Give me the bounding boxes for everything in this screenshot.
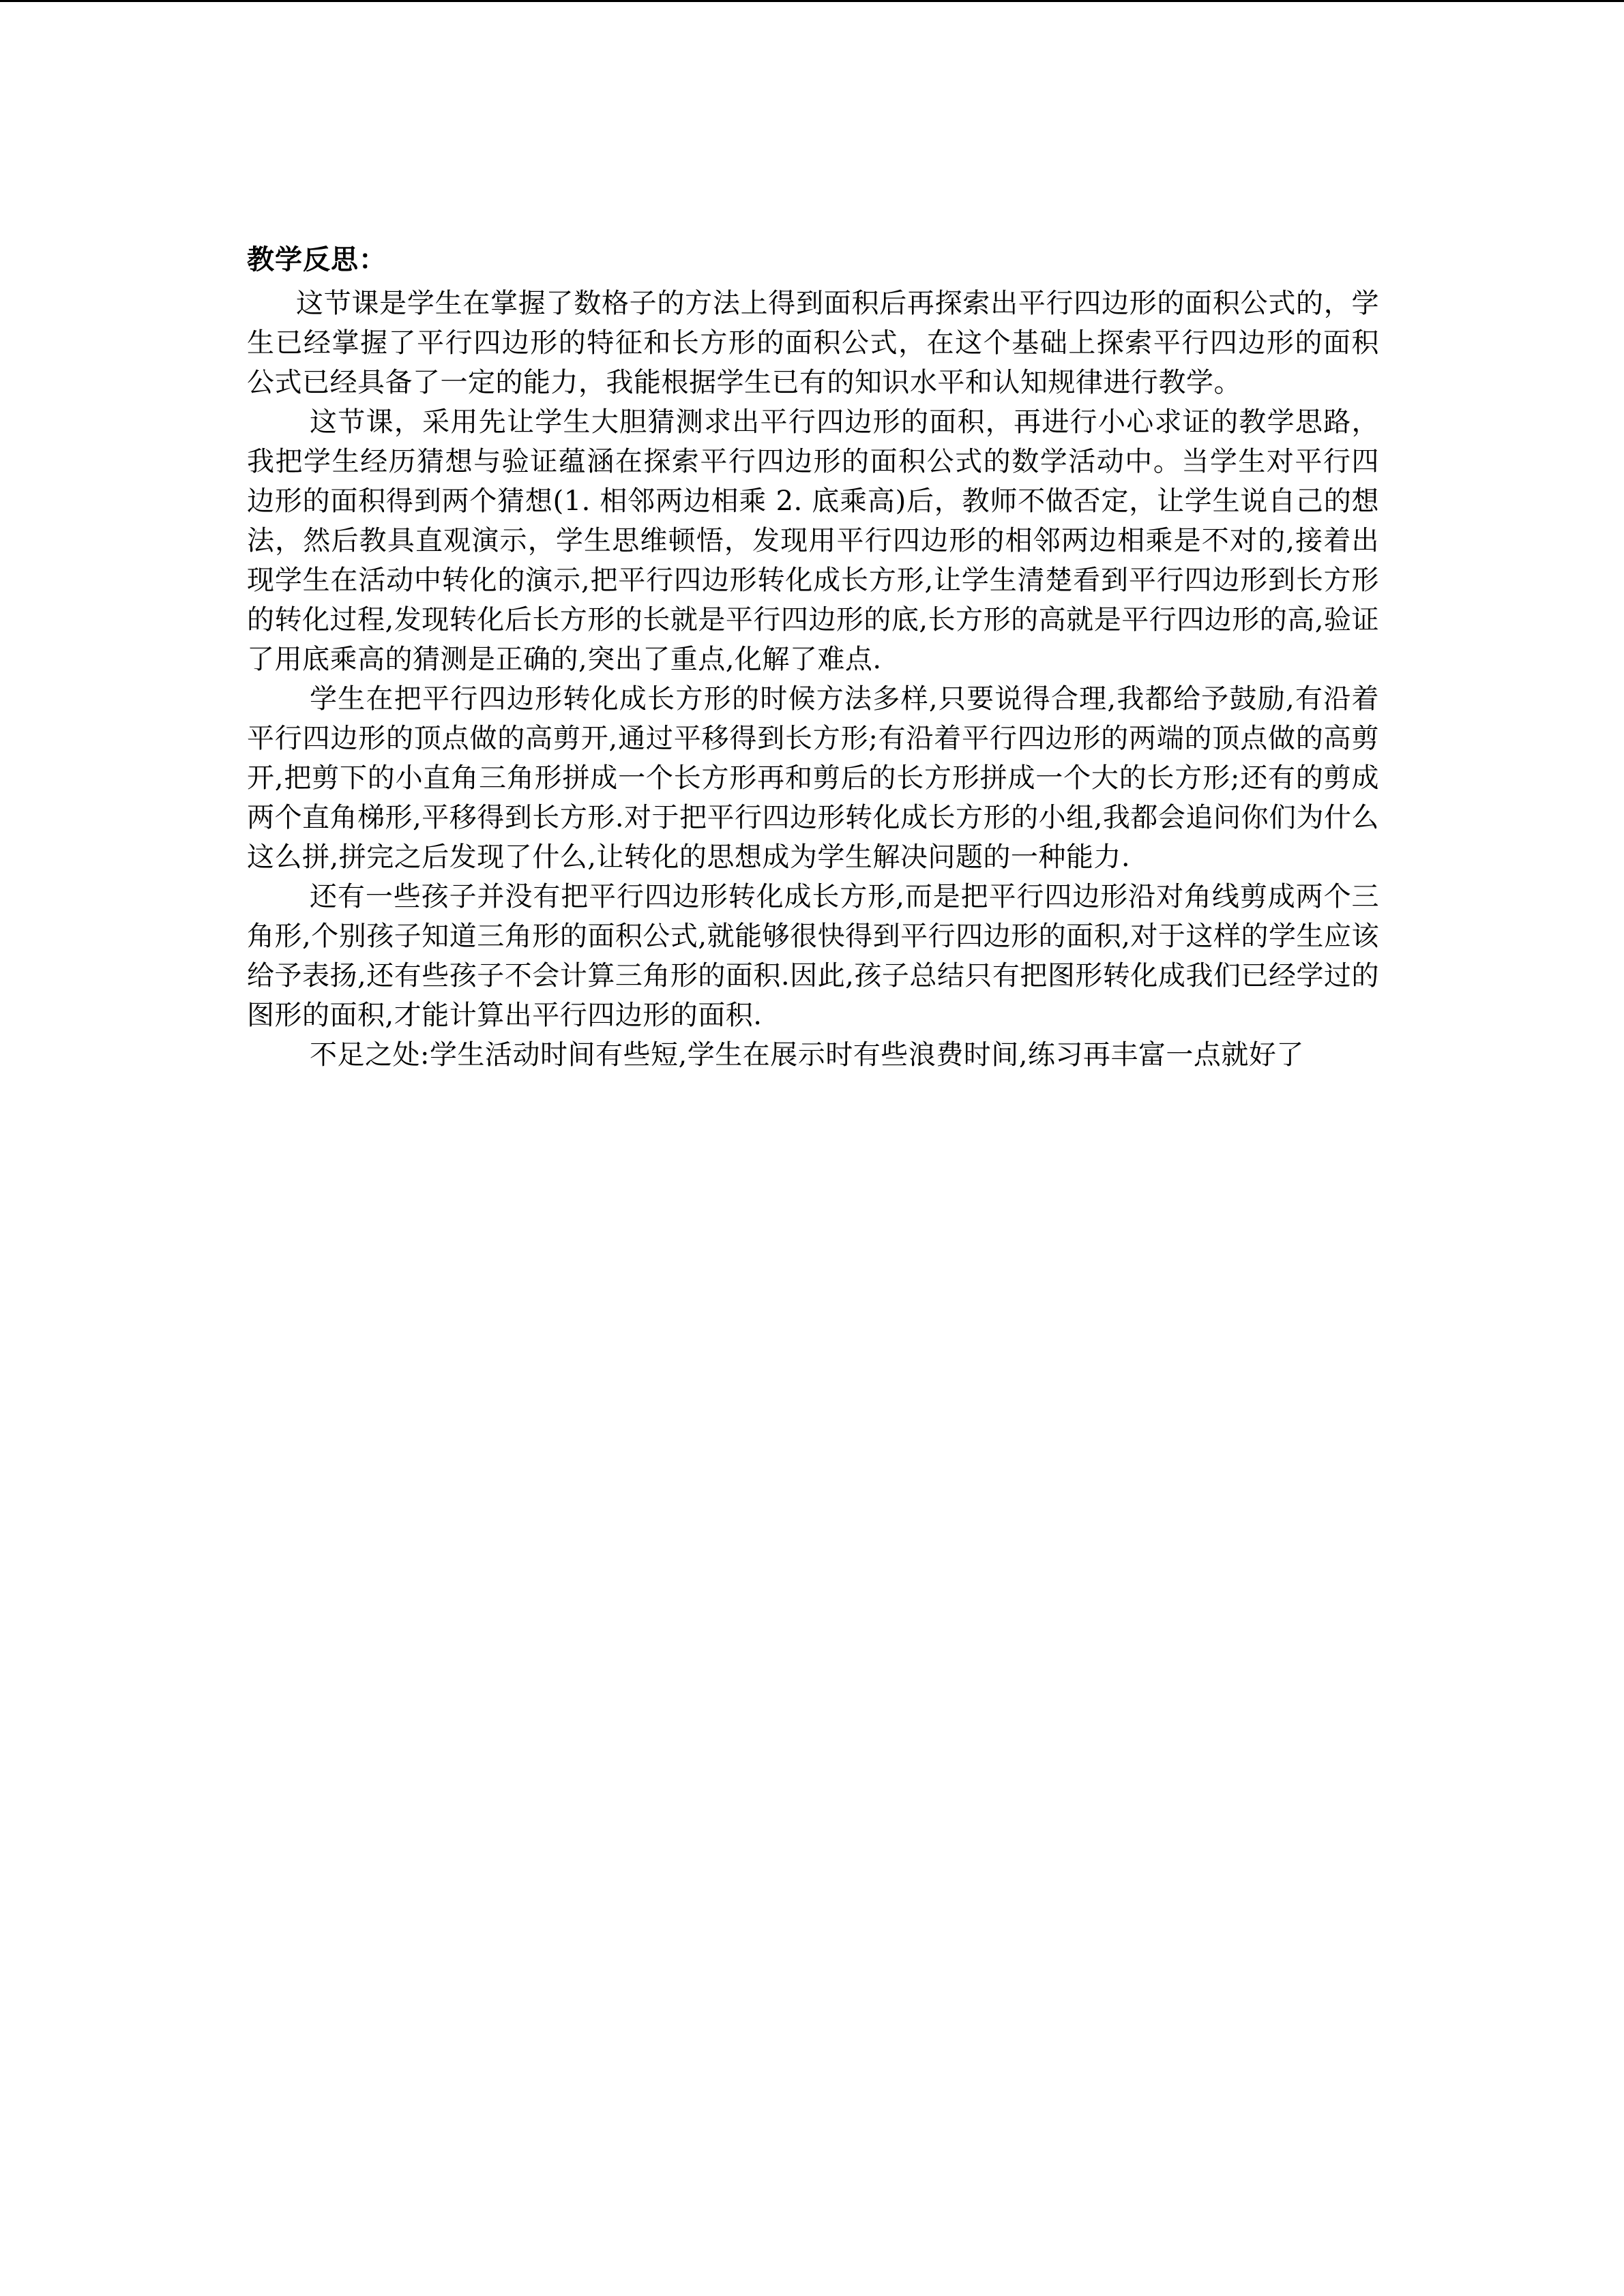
paragraph-intro: 这节课是学生在掌握了数格子的方法上得到面积后再探索出平行四边形的面积公式的，学生已经掌握了平行四边形的特征和长方形的面积公式，在这个基础上探索平行四边形的面积公式已经具备了一定的能力，我能根据学生已有的知识水平和认知规律进行教学。 xyxy=(247,288,1379,398)
paragraph-shortcomings: 不足之处:学生活动时间有些短,学生在展示时有些浪费时间,练习再丰富一点就好了 xyxy=(310,1039,1304,1071)
document-title: 教学反思： xyxy=(247,243,387,275)
paragraph-teaching-approach: 这节课，采用先让学生大胆猜测求出平行四边形的面积，再进行小心求证的教学思路，我把学生经历猜想与验证蕴涵在探索平行四边形的面积公式的数学活动中。当学生对平行四边形的面积得到两个猜想(1. 相邻两边相乘 2. 底乘高)后，教师不做否定，让学生说自己的想法，然后教具直观演示，学生思维顿悟，发现用平行四边形的相邻两边相乘是不对的,接着出现学生在活动中转化的演示,把平行四边形转化成长方形,让学生清楚看到平行四边形到长方形的转化过程,发现转化后长方形的长就是平行四边形的底,长方形的高就是平行四边形的高,验证了用底乘高的猜测是正确的,突出了重点,化解了难点. xyxy=(247,406,1379,675)
page-top-border xyxy=(0,0,1624,2)
paragraph-transformation-methods: 学生在把平行四边形转化成长方形的时候方法多样,只要说得合理,我都给予鼓励,有沿着平行四边形的顶点做的高剪开,通过平移得到长方形;有沿着平行四边形的两端的顶点做的高剪开,把剪下的小直角三角形拼成一个长方形再和剪后的长方形拼成一个大的长方形;还有的剪成两个直角梯形,平移得到长方形.对于把平行四边形转化成长方形的小组,我都会追问你们为什么这么拼,拼完之后发现了什么,让转化的思想成为学生解决问题的一种能力. xyxy=(247,683,1379,873)
document-page xyxy=(247,240,1379,1075)
paragraph-triangle-approach: 还有一些孩子并没有把平行四边形转化成长方形,而是把平行四边形沿对角线剪成两个三角形,个别孩子知道三角形的面积公式,就能够很快得到平行四边形的面积,对于这样的学生应该给予表扬,还有些孩子不会计算三角形的面积.因此,孩子总结只有把图形转化成我们已经学过的图形的面积,才能计算出平行四边形的面积. xyxy=(247,881,1379,1031)
